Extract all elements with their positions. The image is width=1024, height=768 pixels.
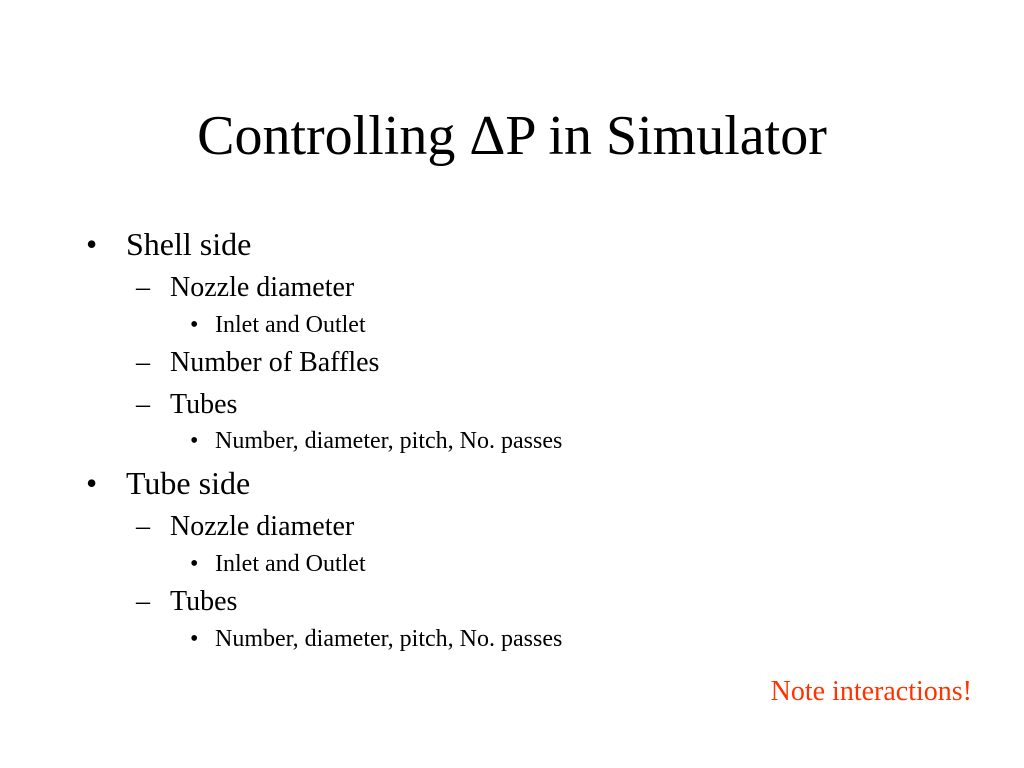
bullet-marker: • bbox=[86, 226, 98, 262]
bullet-marker: • bbox=[190, 312, 199, 338]
bullet-marker: • bbox=[190, 551, 199, 577]
subitem-text: Number of Baffles bbox=[170, 347, 380, 378]
dash-marker: – bbox=[136, 272, 150, 303]
dash-marker: – bbox=[136, 511, 150, 542]
subitem-text: Nozzle diameter bbox=[170, 511, 355, 542]
subsubitem-text: Inlet and Outlet bbox=[215, 551, 366, 577]
dash-marker: – bbox=[136, 586, 150, 617]
subitem-text: Nozzle diameter bbox=[170, 272, 355, 303]
slide-title: Controlling ΔP in Simulator bbox=[197, 105, 827, 167]
dash-marker: – bbox=[136, 347, 150, 378]
bullet-text: Shell side bbox=[126, 226, 252, 262]
dash-marker: – bbox=[136, 389, 150, 420]
subsubitem-text: Number, diameter, pitch, No. passes bbox=[215, 626, 563, 652]
subsubitem-text: Inlet and Outlet bbox=[215, 312, 366, 338]
subitem-text: Tubes bbox=[170, 586, 238, 617]
bullet-marker: • bbox=[190, 626, 199, 652]
subsubitem-text: Number, diameter, pitch, No. passes bbox=[215, 428, 563, 454]
subitem-text: Tubes bbox=[170, 389, 238, 420]
bullet-text: Tube side bbox=[126, 465, 251, 501]
bullet-marker: • bbox=[190, 428, 199, 454]
bullet-marker: • bbox=[86, 465, 98, 501]
note-interactions: Note interactions! bbox=[770, 676, 972, 707]
